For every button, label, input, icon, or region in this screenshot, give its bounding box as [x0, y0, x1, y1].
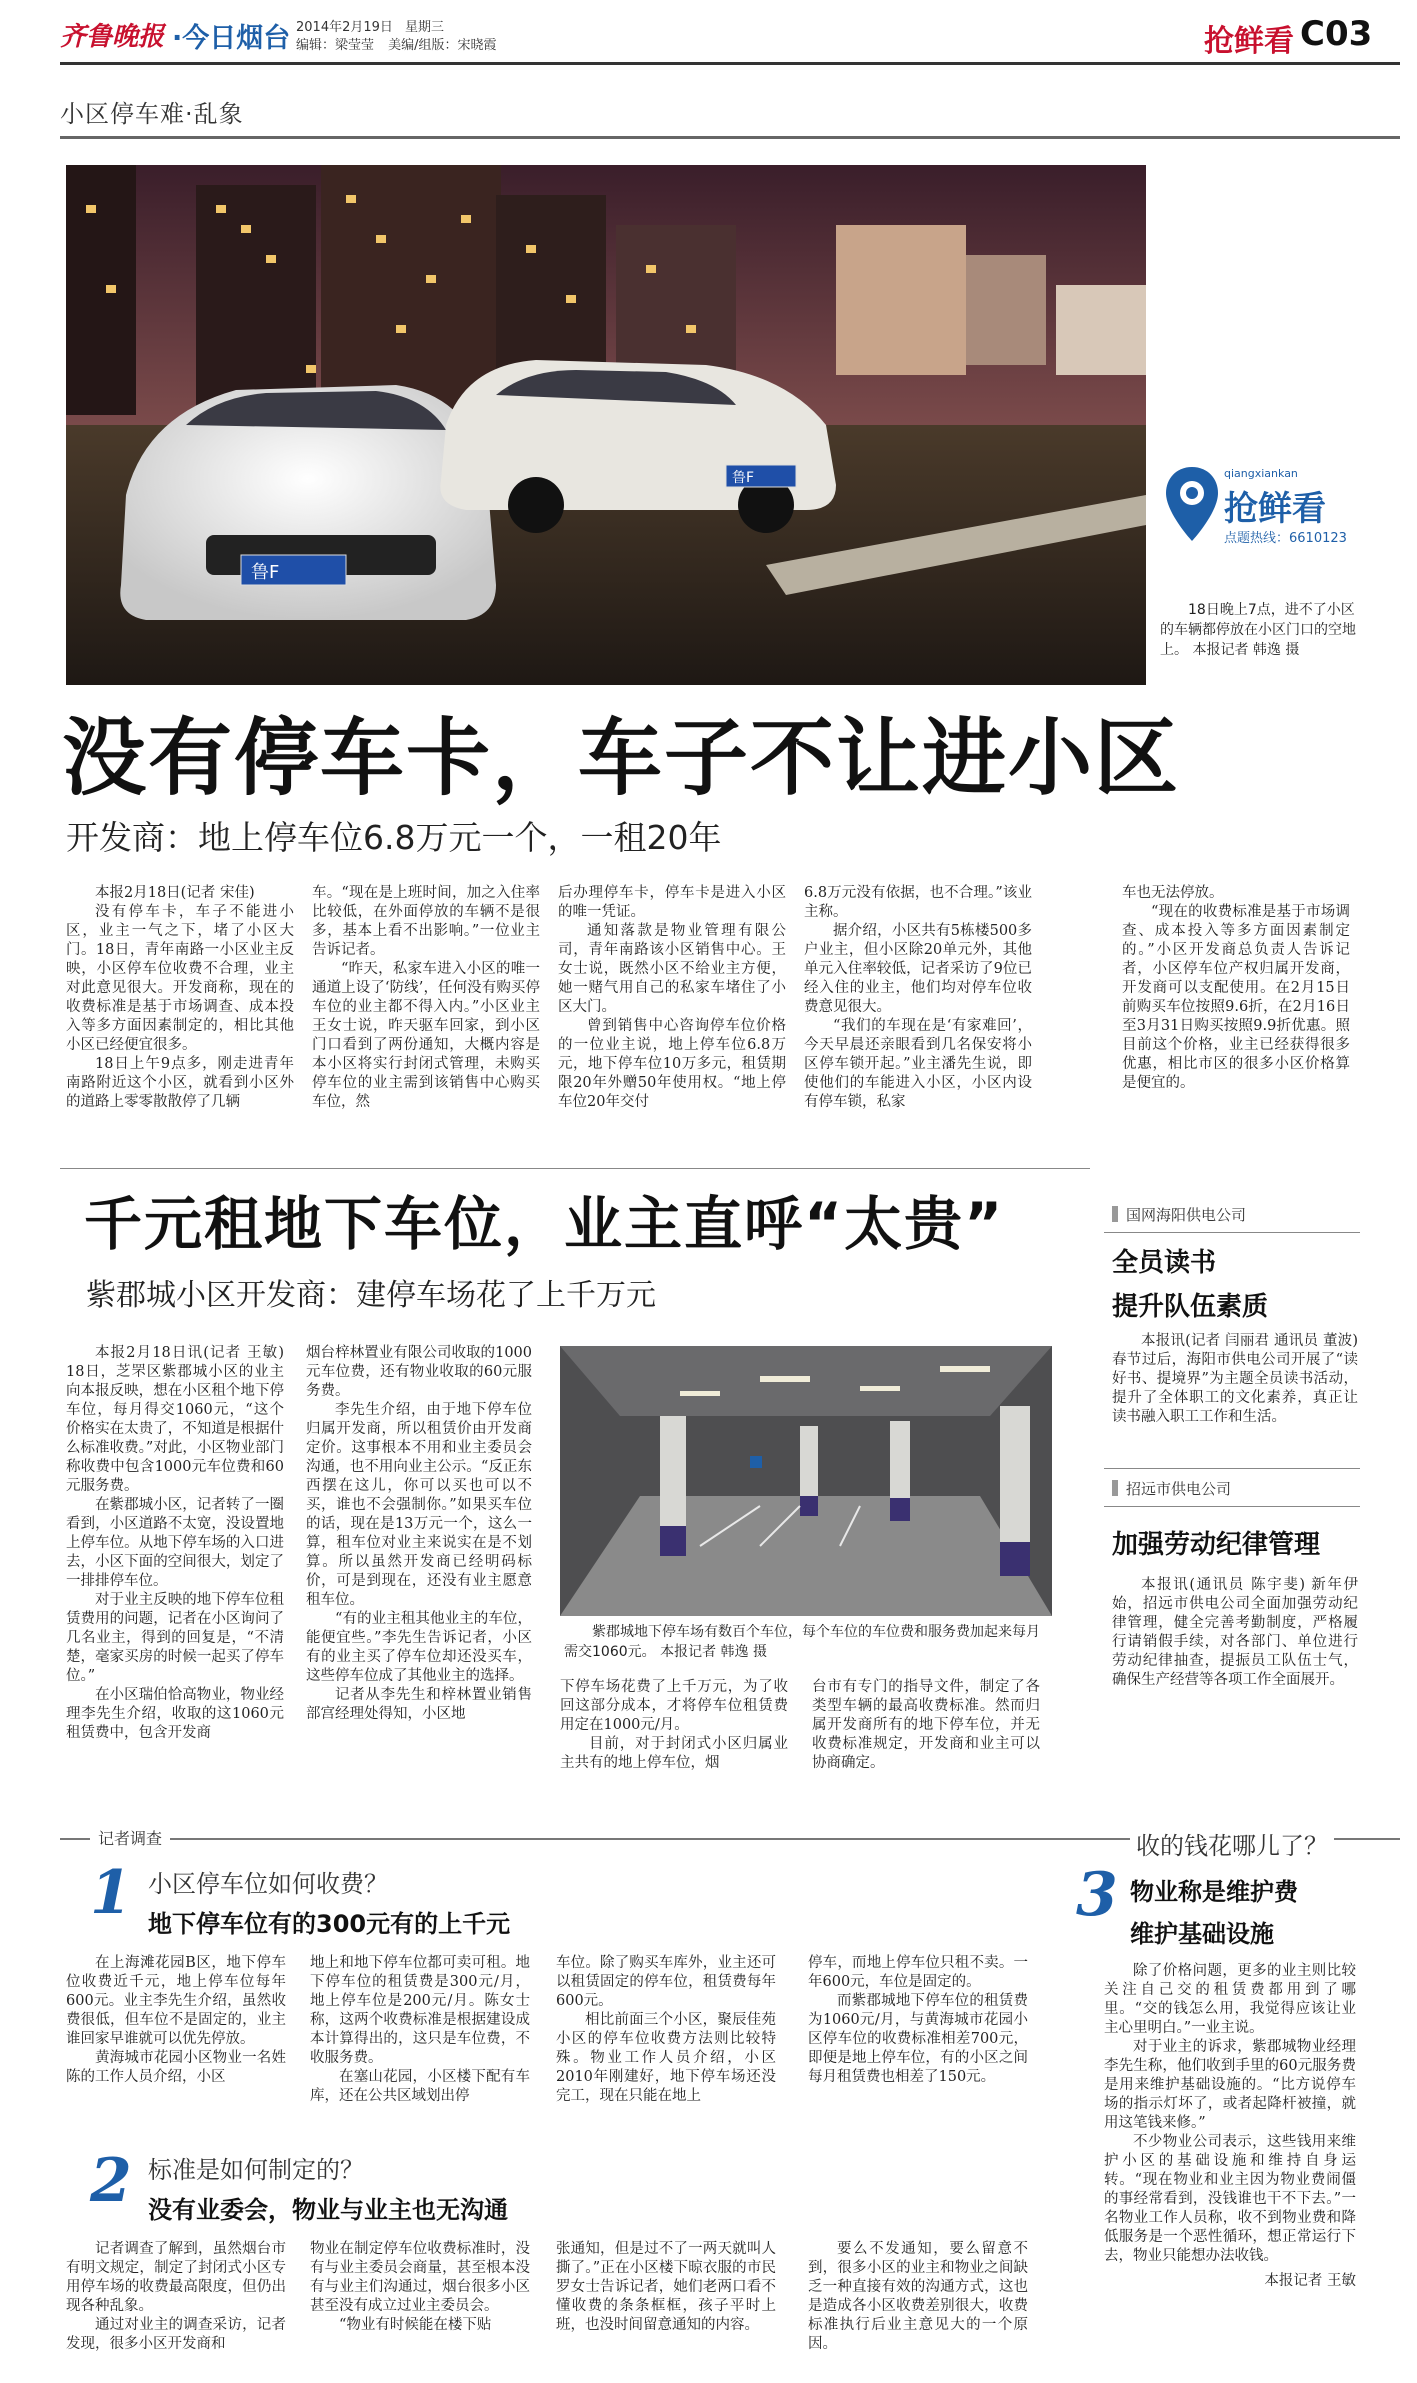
survey-para: 而紫郡城地下停车位的租赁费为1060元/月，与黄海城市花园小区停车位的收费标准相差700元，即便是地上停车位，有的小区之间每月租赁费也相差了150元。 [808, 1993, 1028, 2085]
sidebar-title: 全员读书 [1112, 1248, 1217, 1278]
survey-tag: 记者调查 [90, 1826, 170, 1849]
garage-illustration [560, 1346, 1052, 1616]
story2-col-4 [812, 1678, 1040, 1773]
story1-para: “我们的车现在是‘有家难回’，今天早晨还亲眼看到几名保安将小区停车锁开起。”业主潘先生说，即使他们的车能进入小区，小区内设有停车锁，私家 [804, 1018, 1032, 1110]
survey-q3-answer: 维护基础设施 [1130, 1920, 1274, 1948]
story1-col-1 [66, 884, 294, 1112]
survey-q3-answer: 物业称是维护费 [1130, 1878, 1298, 1906]
story1-para: 通知落款是物业管理有限公司，青年南路该小区销售中心。王女士说，既然小区不给业主方便，她一赌气用自己的私家车堵住了小区大门。 [558, 923, 786, 1015]
story2-para: 烟台梓林置业有限公司收取的1000元车位费，还有物业收取的60元服务费。 [306, 1345, 532, 1399]
white-car-front [120, 385, 496, 620]
survey-para: 黄海城市花园小区物业一名姓陈的工作人员介绍，小区 [66, 2050, 286, 2085]
story2-para: 李先生介绍，由于地下停车位归属开发商，所以租赁价由开发商定价。这事根本不用和业主委员会沟通，也不用向业主公示。“反正东西摆在这儿，你可以买也可以不买，谁也不会强制你。”如果买车位的话，现在是13万元一个，这么一算，租车位对业主来说实在是不划算。所以虽然开发商已经明码标价，可是到现在，还没有业主愿意租车位。 [306, 1402, 532, 1608]
sidebar-rule [1104, 1506, 1360, 1507]
sidebar-rule [1104, 1232, 1360, 1233]
story2-para: 记者从李先生和梓林置业销售部宫经理处得知，小区地 [306, 1687, 532, 1722]
survey-q3-number: 3 [1076, 1860, 1118, 1930]
badge-name: 抢鲜看 [1224, 489, 1326, 529]
survey-q1-col-4 [808, 1954, 1028, 2087]
topic-bar [60, 92, 1400, 138]
topic-rule [60, 136, 1400, 139]
editors: 编辑：梁莹莹 [296, 38, 375, 53]
badge-pinyin: qiangxiankan [1224, 467, 1298, 480]
survey-q1-question: 小区停车位如何收费？ [148, 1870, 388, 1898]
sidebar-body: 本报讯(通讯员 陈宇斐) 新年伊始，招远市供电公司全面加强劳动纪律管理，健全完善考勤制度，严格履行请销假手续，对各部门、单位进行劳动纪律抽查，提振员工队伍士气，确保生产经营等各项工作全面展开。 [1112, 1577, 1358, 1688]
survey-q2-col-3 [556, 2240, 776, 2335]
survey-para: 要么不发通知，要么留意不到，很多小区的业主和物业之间缺乏一种直接有效的沟通方式，这也是造成各小区收费差别很大，收费标准执行后业主意见大的一个原因。 [808, 2241, 1028, 2352]
survey-para: “物业有时候能在楼下贴 [339, 2317, 492, 2333]
masthead [60, 12, 1373, 62]
story1-col-2 [312, 884, 540, 1112]
page-number: C03 [1300, 14, 1373, 54]
survey-para: 停车，而地上停车位只租不卖。一年600元，车位是固定的。 [808, 1955, 1028, 1990]
story1-headline: 没有停车卡，车子不让进小区 [62, 709, 1181, 807]
topic-label: 小区停车难·乱象 [60, 100, 244, 128]
story1-bottom-rule [60, 1168, 1090, 1169]
survey-para: 除了价格问题，更多的业主则比较关注自己交的租赁费都用到了哪里。“交的钱怎么用，我觉得应该让业主心里明白。”一业主说。 [1104, 1963, 1356, 2036]
night-scene-illustration [66, 165, 1146, 685]
plate-text-right: 鲁F [732, 470, 755, 486]
story1-para: 本报2月18日(记者 宋佳) [95, 885, 255, 901]
survey-para: 相比前面三个小区，聚辰佳苑小区的停车位收费方法则比较特殊。物业工作人员介绍，小区2010年刚建好，地下停车场还没完工，现在只能在地上 [556, 2012, 776, 2104]
design: 美编/组版：宋晓霞 [388, 38, 497, 53]
survey-q1-col-1 [66, 1954, 286, 2087]
story2-para: 下停车场花费了上千万元，为了收回这部分成本，才将停车位租赁费用定在1000元/月。 [560, 1679, 788, 1733]
photo1-caption: 18日晚上7点，进不了小区的车辆都停放在小区门口的空地上。 本报记者 韩逸 摄 [1160, 602, 1356, 658]
story1-col-3 [558, 884, 786, 1112]
story2-subhead: 紫郡城小区开发商：建停车场花了上千万元 [86, 1278, 656, 1313]
survey-para: 不少物业公司表示，这些钱用来维护小区的基础设施和维持自身运转。“现在物业和业主因为物业费闹僵的事经常看到，没钱谁也干不下去。”一名物业工作人员称，收不到物业费和降低服务是一个恶性循环，想正常运行下去，物业只能想办法收钱。 [1104, 2134, 1356, 2264]
story2-para: 在紫郡城小区，记者转了一圈看到，小区道路不太宽，没设置地上停车位。从地下停车场的入口进去，小区下面的空间很大，划定了一排排停车位。 [66, 1497, 284, 1589]
story1-para: 据介绍，小区共有5栋楼500多户业主，但小区除20单元外，其他单元入住率较低，记者采访了9位已经入住的业主，他们均对停车位收费意见很大。 [804, 923, 1032, 1015]
story2-para: 目前，对于封闭式小区归属业主共有的地上停车位，烟 [560, 1736, 788, 1771]
survey-byline: 本报记者 王敏 [1264, 2273, 1356, 2289]
story1-para: “现在的收费标准是基于市场调查、成本投入等多方面因素制定的。”小区开发商总负责人告诉记者，小区停车位产权归属开发商，开发商可以支配使用。在2月15日前购买车位按照9.6折，在2月16日至3月31日购买按照9.9折优惠。照目前这个价格，业主已经获得很多优惠，相比市区的很多小区价格算是便宜的。 [1122, 904, 1350, 1091]
date: 2014年2月19日 [296, 20, 393, 35]
survey-para: 在塞山花园，小区楼下配有车库，还在公共区域划出停 [310, 2069, 530, 2104]
story2-col-1 [66, 1344, 284, 1743]
story2-headline: 千元租地下车位，业主直呼“太贵” [84, 1190, 1005, 1258]
survey-q2-col-1 [66, 2240, 286, 2354]
sidebar-org: 招远市供电公司 [1112, 1478, 1231, 1499]
survey-para: 在上海滩花园B区，地下停车位收费近千元，地上停车位每年600元。业主李先生介绍，虽然收费很低，但车位不是固定的，业主谁回家早谁就可以优先停放。 [66, 1955, 286, 2047]
sidebar-title: 提升队伍素质 [1112, 1292, 1269, 1322]
survey-q2-question: 标准是如何制定的？ [148, 2156, 364, 2184]
underground-garage-photo [560, 1346, 1052, 1616]
sidebar-body: 本报讯(记者 闫丽君 通讯员 董波) 春节过后，海阳市供电公司开展了“读好书、提境界”为主题全员读书活动，提升了全体职工的文化素养，真正让读书融入职工工作和生活。 [1112, 1333, 1358, 1425]
story2-para: 对于业主反映的地下停车位租赁费用的问题，记者在小区询问了几名业主，得到的回复是，“不清楚，毫家买房的时候一起买了停车位。” [66, 1592, 284, 1684]
story1-para: “昨天，私家车进入小区的唯一通道上设了‘防线’，任何没有购买停车位的业主都不得入内。”小区业主王女士说，昨天驱车回家，到小区门口看到了两份通知，大概内容是本小区将实行封闭式管理，未购买停车位的业主需到该销售中心购买车位，然 [312, 961, 540, 1110]
survey-para: 对于业主的诉求，紫郡城物业经理李先生称，他们收到手里的60元服务费是用来维护基础设施的。“比方说停车场的指示灯坏了，或者起降杆被撞，就用这笔钱来修。” [1104, 2039, 1356, 2131]
survey-q1-col-2 [310, 1954, 530, 2106]
weekday: 星期三 [405, 20, 445, 35]
section-name: ·今日烟台 [172, 23, 291, 54]
editors-line [296, 34, 497, 53]
story1-para: 后办理停车卡，停车卡是进入小区的唯一凭证。 [558, 885, 786, 920]
story2-para: 台市有专门的指导文件，制定了各类型车辆的最高收费标准。然而归属开发商所有的地下停车位，并无收费标准规定，开发商和业主可以协商确定。 [812, 1679, 1040, 1771]
story1-para: 6.8万元没有依据，也不合理。”该业主称。 [804, 885, 1032, 920]
badge-hotline: 点题热线：6610123 [1224, 531, 1347, 546]
survey-para: 记者调查了解到，虽然烟台市有明文规定，制定了封闭式小区专用停车场的收费最高限度，但仍出现各种乱象。 [66, 2241, 286, 2314]
story2-para: 本报2月18日讯(记者 王敏) 18日，芝罘区紫郡城小区的业主向本报反映，想在小区租个地下停车位，每月得交1060元，“这个价格实在太贵了，不知道是根据什么标准收费。”对此，小区物业部门称收费中包含1000元车位费和60元服务费。 [66, 1345, 284, 1494]
garage-photo-caption: 紫郡城地下停车场有数百个车位，每个车位的车位费和服务费加起来每月需交1060元。 本报记者 韩逸 摄 [564, 1624, 1040, 1660]
survey-q3-question: 收的钱花哪儿了？ [1130, 1826, 1334, 1861]
qiangxiankan-badge [1162, 455, 1372, 565]
survey-para: 通过对业主的调查采访，记者发现，很多小区开发商和 [66, 2317, 286, 2352]
sidebar-rule [1104, 1468, 1360, 1469]
sidebar-org: 国网海阳供电公司 [1112, 1204, 1246, 1225]
survey-q3-col [1104, 1962, 1356, 2291]
sidebar-title: 加强劳动纪律管理 [1112, 1530, 1321, 1560]
survey-para: 车位。除了购买车库外，业主还可以租赁固定的停车位，租赁费每年600元。 [556, 1955, 776, 2009]
survey-para: 物业在制定停车位收费标准时，没有与业主委员会商量，甚至根本没有与业主们沟通过，烟台很多小区甚至没有成立过业主委员会。 [310, 2241, 530, 2314]
story1-para: 没有停车卡，车子不能进小区，业主一气之下，堵了小区大门。18日，青年南路一小区业主反映，小区停车位收费不合理，业主对此意见很大。开发商称，现在的收费标准是基于市场调查、成本投入等多方面因素制定的，相比其他小区已经便宜很多。 [66, 904, 294, 1053]
story2-para: “有的业主租其他业主的车位，能便宜些。”李先生告诉记者，小区有的业主买了停车位却还没买车，这些停车位成了其他业主的选择。 [306, 1611, 532, 1684]
masthead-rule [60, 62, 1400, 65]
survey-q1-col-3 [556, 1954, 776, 2106]
survey-q2-col-2 [310, 2240, 530, 2335]
survey-para: 地上和地下停车位都可卖可租。地下停车位的租赁费是300元/月，地上停车位是200元/月。陈女士称，这两个收费标准是根据建设成本计算得出的，这只是车位费，不收服务费。 [310, 1955, 530, 2066]
survey-para: 张通知，但是过不了一两天就叫人撕了。”正在小区楼下晾衣服的市民罗女士告诉记者，她们老两口看不懂收费的条条框框，孩子平时上班，也没时间留意通知的内容。 [556, 2241, 776, 2333]
issue-date [296, 16, 444, 35]
story2-col-2 [306, 1344, 532, 1724]
story1-para: 18日上午9点多，刚走进青年南路附近这个小区，就看到小区外的道路上零零散散停了几辆 [66, 1056, 294, 1110]
white-car-side [440, 360, 836, 533]
plate-text-left: 鲁F [251, 562, 280, 583]
survey-q2-number: 2 [90, 2146, 132, 2216]
story1-para: 车也无法停放。 [1122, 885, 1224, 901]
survey-q2-col-4 [808, 2240, 1028, 2354]
column-name: 抢鲜看 [1204, 24, 1294, 59]
paper-name: 齐鲁晚报 [60, 22, 165, 52]
story2-para: 在小区瑞伯恰高物业，物业经理李先生介绍，收取的这1060元租赁费中，包含开发商 [66, 1687, 284, 1741]
story1-subhead: 开发商：地上停车位6.8万元一个，一租20年 [66, 818, 722, 857]
story1-para: 车。“现在是上班时间，加之入住率比较低，在外面停放的车辆不是很多，基本上看不出影响。”一位业主告诉记者。 [312, 885, 540, 958]
survey-q2-answer: 没有业委会，物业与业主也无沟通 [148, 2196, 508, 2224]
survey-q1-answer: 地下停车位有的300元有的上千元 [148, 1910, 511, 1938]
story2-col-3 [560, 1678, 788, 1773]
story1-col-4 [804, 884, 1032, 1112]
survey-q1-number: 1 [90, 1858, 132, 1928]
location-pin-icon [1162, 465, 1222, 545]
story1-col-5 [1122, 884, 1350, 1093]
story1-para: 曾到销售中心咨询停车位价格的一位业主说，地上停车位6.8万元，地下停车位10万多元，租赁期限20年外赠50年使用权。“地上停车位20年交付 [558, 1018, 786, 1110]
night-parking-photo [66, 165, 1146, 685]
